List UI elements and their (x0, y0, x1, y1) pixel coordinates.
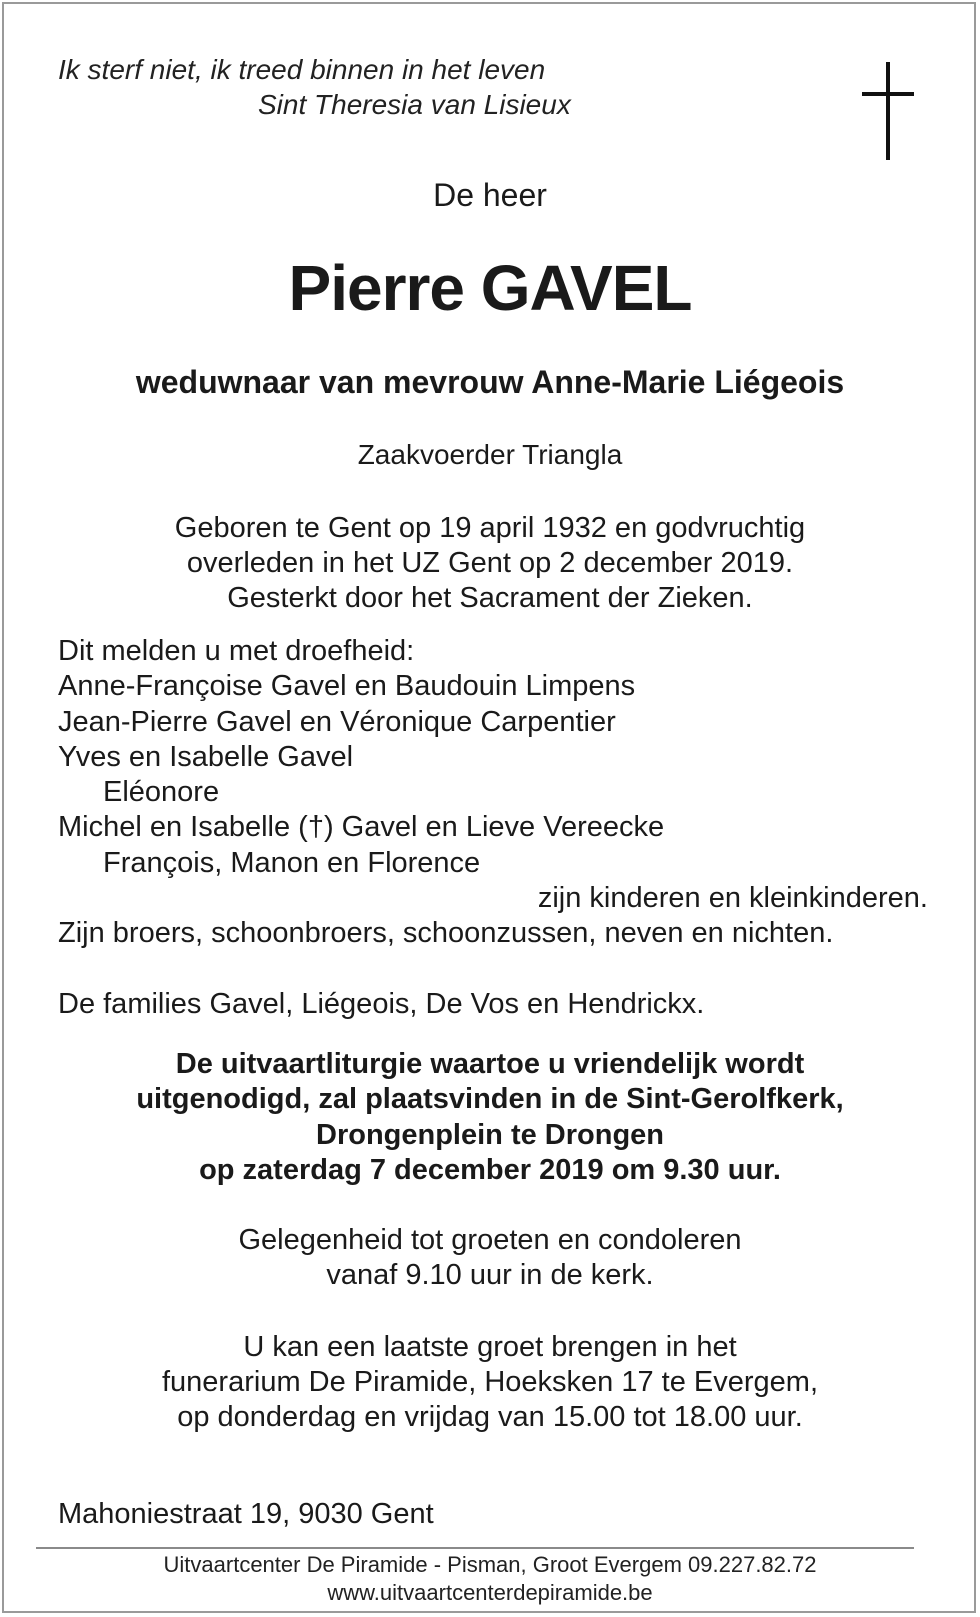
footer-divider (36, 1547, 914, 1549)
home-address: Mahoniestraat 19, 9030 Gent (58, 1498, 434, 1530)
footer (0, 1551, 980, 1607)
family-line: Yves en Isabelle Gavel (58, 740, 354, 773)
grandchild-line: Eléonore (103, 776, 220, 809)
funerarium-line-2: funerarium De Piramide, Hoeksken 17 te Evergem, (161, 1366, 818, 1398)
funerarium-info (0, 1330, 980, 1435)
spouse-line: weduwnaar van mevrouw Anne-Marie Liégeois (135, 364, 845, 400)
family-line: Zijn broers, schoonbroers, schoonzussen, neven en nichten. (58, 917, 834, 950)
occupation: Zaakvoerder Triangla (357, 439, 623, 470)
funerarium-line-1: U kan een laatste groet brengen in het (243, 1331, 737, 1363)
birth-line-3: Gesterkt door het Sacrament der Zieken. (227, 582, 753, 614)
condolence-info (0, 1223, 980, 1293)
deceased-name: Pierre GAVEL (288, 252, 692, 324)
birth-line-1: Geboren te Gent op 19 april 1932 en godvruchtig (174, 512, 806, 544)
liturgy-line-2: uitgenodigd, zal plaatsvinden in de Sint-Gerolfkerk, (136, 1083, 844, 1116)
funeral-home-contact: Uitvaartcenter De Piramide - Pisman, Groot Evergem 09.227.82.72 (163, 1552, 817, 1577)
funeral-home-website[interactable]: www.uitvaartcenterdepiramide.be (327, 1580, 653, 1605)
liturgy-line-4: op zaterdag 7 december 2019 om 9.30 uur. (199, 1153, 781, 1186)
families-line: De families Gavel, Liégeois, De Vos en Hendrickx. (58, 988, 705, 1020)
condolence-line-1: Gelegenheid tot groeten en condoleren (238, 1224, 742, 1256)
quote-attribution: Sint Theresia van Lisieux (258, 89, 571, 120)
condolence-line-2: vanaf 9.10 uur in de kerk. (326, 1259, 654, 1291)
birth-death-info (0, 511, 980, 616)
funerarium-line-3: op donderdag en vrijdag van 15.00 tot 18.00 uur. (177, 1401, 803, 1433)
liturgy-line-3: Drongenplein te Drongen (316, 1118, 664, 1151)
family-intro: Dit melden u met droefheid: (58, 635, 415, 667)
family-announcement (58, 634, 928, 952)
birth-line-2: overleden in het UZ Gent op 2 december 2019. (186, 547, 794, 579)
family-line: Anne-Françoise Gavel en Baudouin Limpens (58, 670, 636, 703)
quote-text: Ik sterf niet, ik treed binnen in het leven (58, 54, 546, 85)
family-relation: zijn kinderen en kleinkinderen. (537, 882, 928, 915)
epigraph-quote (58, 52, 571, 122)
family-line: Michel en Isabelle (†) Gavel en Lieve Vereecke (58, 811, 665, 844)
liturgy-line-1: De uitvaartliturgie waartoe u vriendelijk wordt (175, 1048, 805, 1080)
salutation: De heer (433, 177, 547, 213)
grandchild-line: François, Manon en Florence (103, 846, 481, 879)
family-line: Jean-Pierre Gavel en Véronique Carpentier (58, 705, 616, 738)
cross-icon (862, 62, 914, 160)
funeral-liturgy (0, 1047, 980, 1188)
